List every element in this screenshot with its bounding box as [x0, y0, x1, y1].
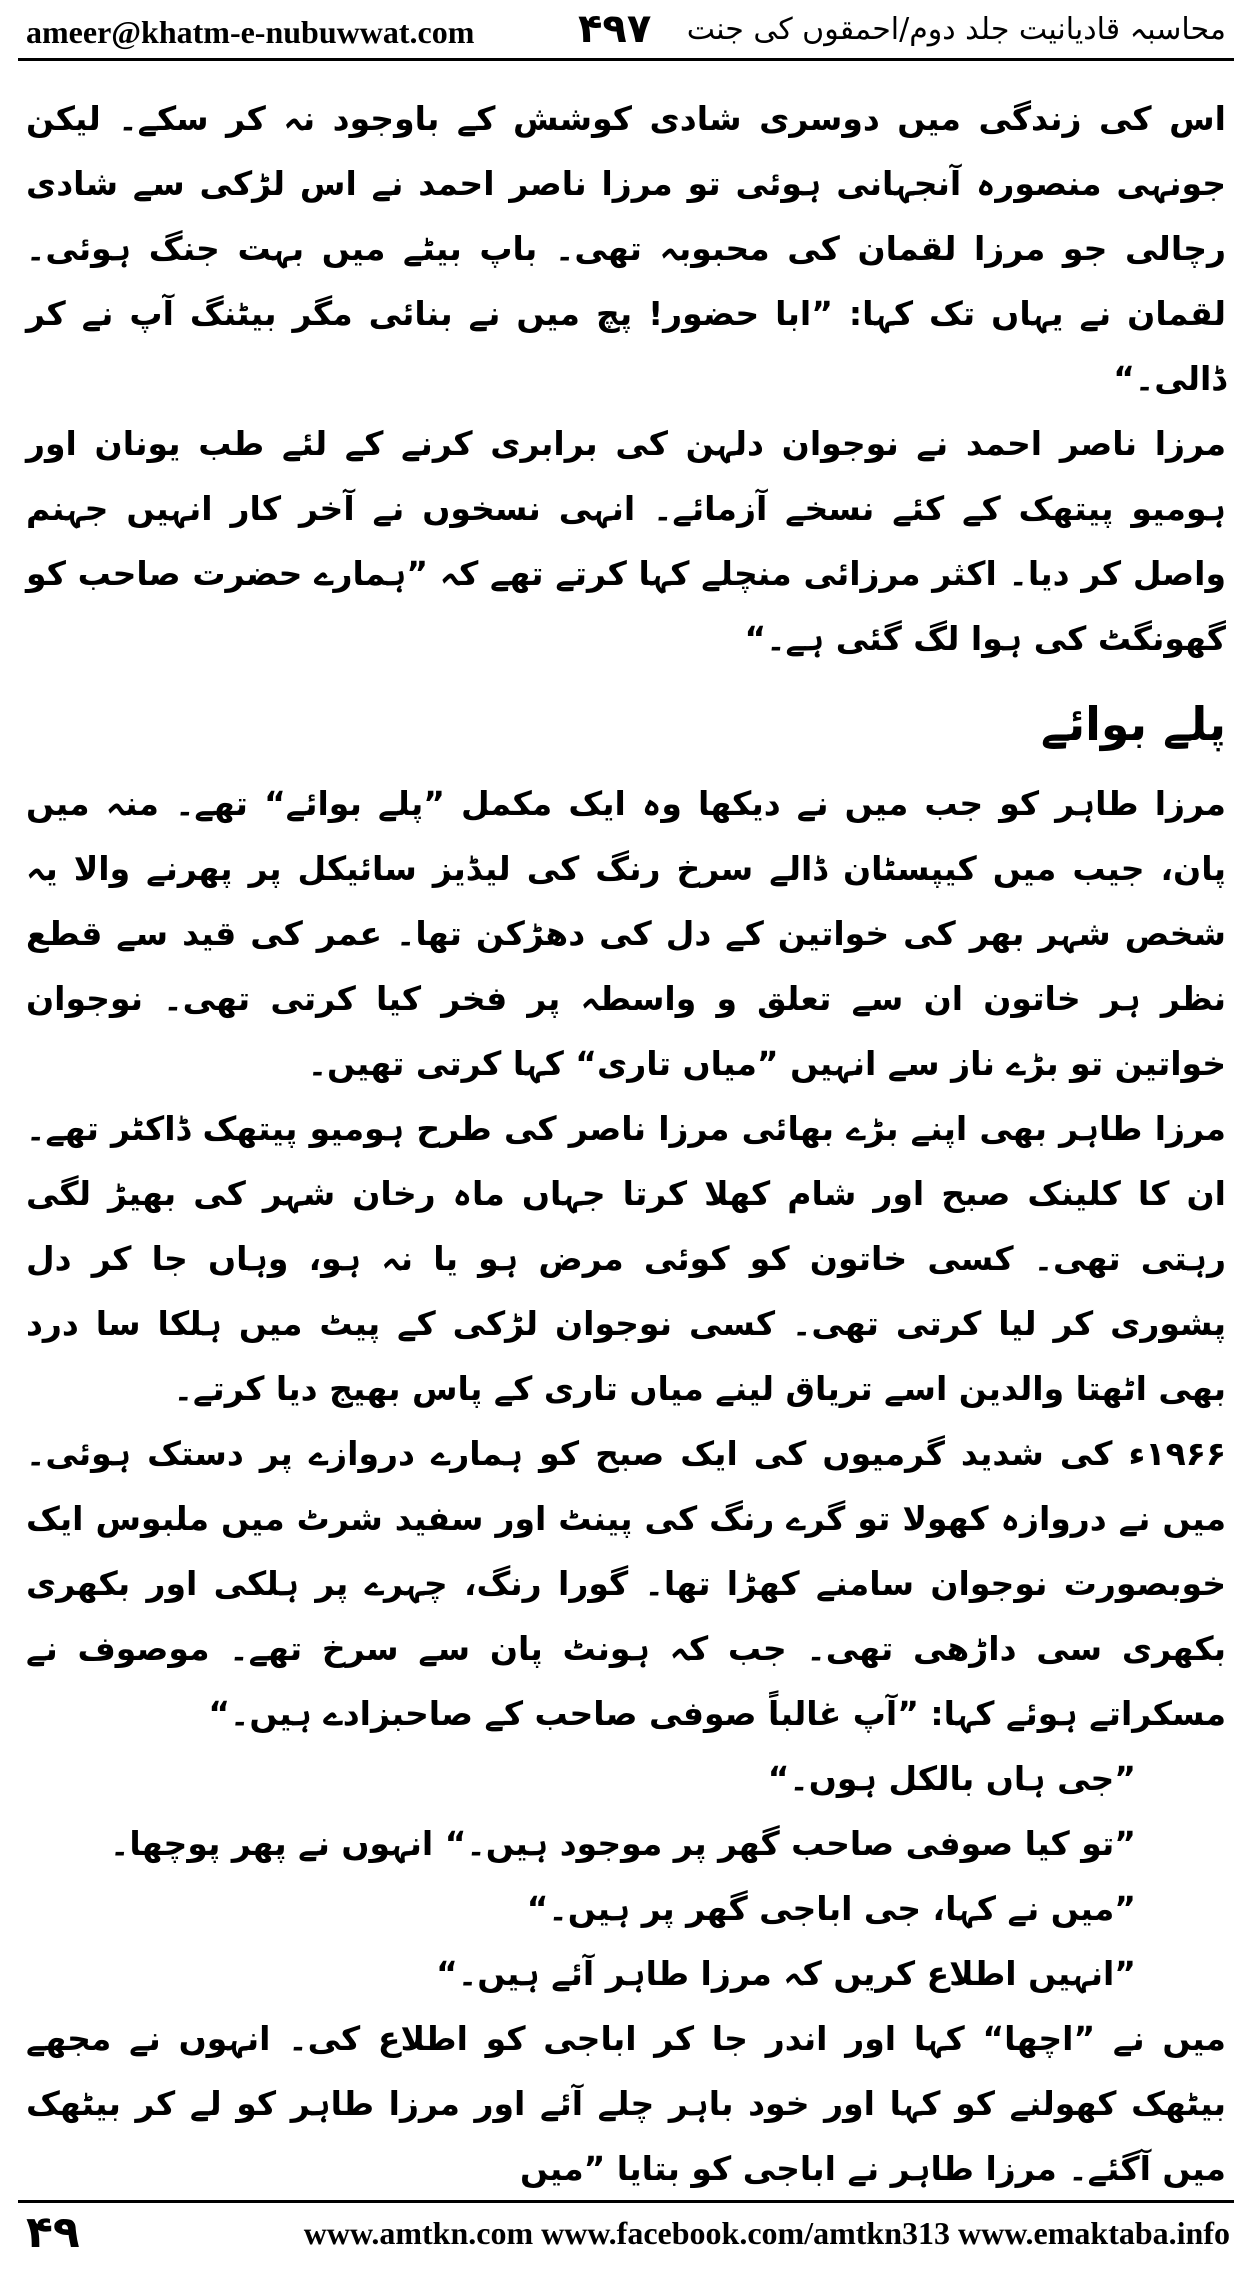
header-page-number: ۴۹۷: [578, 6, 652, 52]
header-book-title: محاسبہ قادیانیت جلد دوم/احمقوں کی جنت: [686, 12, 1226, 47]
header-email: ameer@khatm-e-nubuwwat.com: [26, 14, 475, 50]
page-body: [26, 86, 1226, 2188]
paragraph: میں نے ”اچھا“ کہا اور اندر جا کر اباجی کو اطلاع کی۔ انہوں نے مجھے بیٹھک کھولنے کو کہا اور خود باہر چلے آئے اور مرزا طاہر کو لے کر بیٹھک میں آگئے۔ مرزا طاہر نے اباجی کو بتایا ”میں: [26, 2019, 1226, 2188]
dialogue-line: ”جی ہاں بالکل ہوں۔“: [767, 1759, 1136, 1798]
dialogue-line: ”انہیں اطلاع کریں کہ مرزا طاہر آئے ہیں۔“: [436, 1954, 1136, 1993]
paragraph: مرزا طاہر بھی اپنے بڑے بھائی مرزا ناصر کی طرح ہومیو پیتھک ڈاکٹر تھے۔ ان کا کلینک صبح اور شام کھلا کرتا جہاں ماہ رخان شہر کی بھیڑ لگی رہتی تھی۔ کسی خاتون کو کوئی مرض ہو یا نہ ہو، وہاں جا کر دل پشوری کر لیا کرتی تھی۔ کسی نوجوان لڑکی کے پیٹ میں ہلکا سا درد بھی اٹھتا والدین اسے تریاق لینے میاں تاری کے پاس بھیج دیا کرتے۔: [26, 1109, 1226, 1408]
paragraph: ۱۹۶۶ء کی شدید گرمیوں کی ایک صبح کو ہمارے دروازے پر دستک ہوئی۔ میں نے دروازہ کھولا تو گرے رنگ کی پینٹ اور سفید شرٹ میں ملبوس ایک خوبصورت نوجوان سامنے کھڑا تھا۔ گورا رنگ، چہرے پر ہلکی اور بکھری بکھری سی داڑھی تھی۔ جب کہ ہونٹ پان سے سرخ تھے۔ موصوف نے مسکراتے ہوئے کہا: ”آپ غالباً صوفی صاحب کے صاحبزادے ہیں۔“: [26, 1434, 1226, 1733]
page-footer: [18, 2200, 1234, 2263]
page-header: [18, 6, 1234, 61]
paragraph: مرزا طاہر کو جب میں نے دیکھا وہ ایک مکمل ”پلے بوائے“ تھے۔ منہ میں پان، جیب میں کیپسٹان ڈالے سرخ رنگ کی لیڈیز سائیکل پر پھرنے والا یہ شخص شہر بھر کی خواتین کے دل کی دھڑکن تھا۔ عمر کی قید سے قطع نظر ہر خاتون ان سے تعلق و واسطہ پر فخر کیا کرتی تھی۔ نوجوان خواتین تو بڑے ناز سے انہیں ”میاں تاری“ کہا کرتی تھیں۔: [26, 784, 1226, 1083]
footer-links: www.amtkn.com www.facebook.com/amtkn313 www.emaktaba.info: [303, 2215, 1230, 2251]
paragraph: مرزا ناصر احمد نے نوجوان دلہن کی برابری کرنے کے لئے طب یونان اور ہومیو پیتھک کے کئے نسخے آزمائے۔ انہی نسخوں نے آخر کار انہیں جہنم واصل کر دیا۔ اکثر مرزائی منچلے کہا کرتے تھے کہ ”ہمارے حضرت صاحب کو گھونگٹ کی ہوا لگ گئی ہے۔“: [26, 424, 1226, 658]
dialogue-line: ”تو کیا صوفی صاحب گھر پر موجود ہیں۔“ انہوں نے پھر پوچھا۔: [110, 1824, 1136, 1863]
section-heading: پلے بوائے: [1040, 697, 1226, 751]
paragraph: اس کی زندگی میں دوسری شادی کوشش کے باوجود نہ کر سکے۔ لیکن جونہی منصورہ آنجہانی ہوئی تو مرزا ناصر احمد نے اس لڑکی سے شادی رچالی جو مرزا لقمان کی محبوبہ تھی۔ باپ بیٹے میں بہت جنگ ہوئی۔ لقمان نے یہاں تک کہا: ”ابا حضور! پچ میں نے بنائی مگر بیٹنگ آپ نے کر ڈالی۔“: [26, 99, 1226, 398]
dialogue-line: ”میں نے کہا، جی اباجی گھر پر ہیں۔“: [526, 1889, 1136, 1928]
footer-page-number: ۴۹: [26, 2207, 80, 2258]
